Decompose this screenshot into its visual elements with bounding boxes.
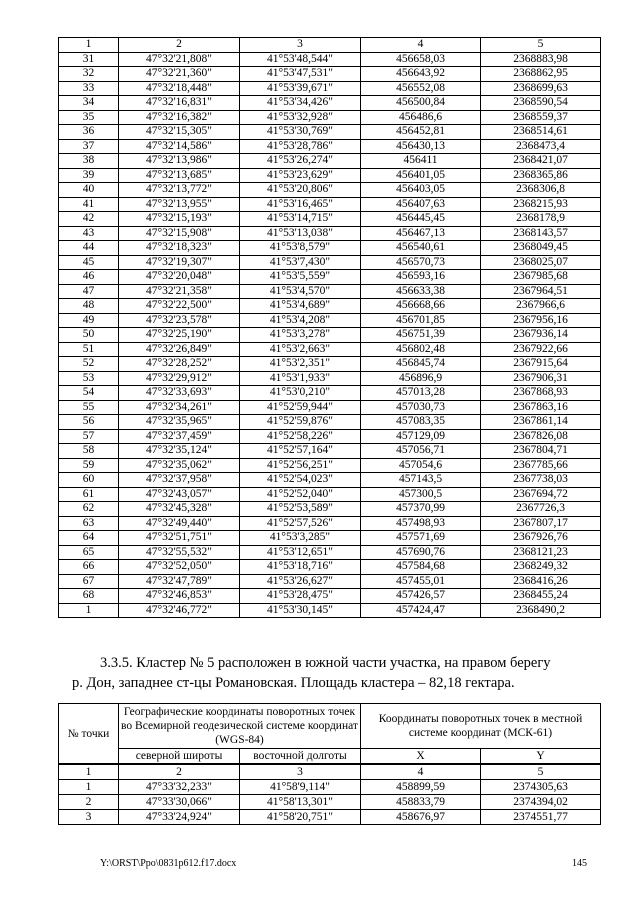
y-coordinate-cell: 2368699,63: [481, 81, 601, 96]
x-coordinate-cell: 456751,39: [361, 328, 481, 343]
latitude-cell: 47°32'18,448": [119, 81, 240, 96]
longitude-cell: 41°53'28,475": [240, 589, 361, 604]
header-geographic-coordinates: Географические координаты поворотных точек во Всемирной геодезической системе координат (WGS-84): [119, 704, 361, 749]
longitude-cell: 41°52'56,251": [240, 458, 361, 473]
x-coordinate-cell: 456570,73: [361, 255, 481, 270]
coordinates-table-cluster-5: [58, 703, 601, 825]
y-coordinate-cell: 2368215,93: [481, 197, 601, 212]
x-coordinate-cell: 457056,71: [361, 444, 481, 459]
table-row: [59, 589, 601, 604]
y-coordinate-cell: 2367807,17: [481, 516, 601, 531]
column-number: 1: [59, 764, 119, 780]
point-number-cell: 43: [59, 226, 119, 241]
table-row: [59, 270, 601, 285]
x-coordinate-cell: 456500,84: [361, 96, 481, 111]
latitude-cell: 47°32'21,808": [119, 52, 240, 67]
y-coordinate-cell: 2368178,9: [481, 212, 601, 227]
y-coordinate-cell: 2367868,93: [481, 386, 601, 401]
y-coordinate-cell: 2368121,23: [481, 545, 601, 560]
latitude-cell: 47°32'15,193": [119, 212, 240, 227]
x-coordinate-cell: 456540,61: [361, 241, 481, 256]
y-coordinate-cell: 2374305,63: [481, 780, 601, 795]
y-coordinate-cell: 2368025,07: [481, 255, 601, 270]
header-local-coordinates: Координаты поворотных точек в местной системе координат (МСК-61): [361, 704, 601, 749]
point-number-cell: 67: [59, 574, 119, 589]
y-coordinate-cell: 2368514,61: [481, 125, 601, 140]
longitude-cell: 41°53'30,769": [240, 125, 361, 140]
column-number: 2: [119, 764, 240, 780]
table-row: [59, 197, 601, 212]
x-coordinate-cell: 458899,59: [361, 780, 481, 795]
latitude-cell: 47°32'52,050": [119, 560, 240, 575]
latitude-cell: 47°32'25,190": [119, 328, 240, 343]
x-coordinate-cell: 456633,38: [361, 284, 481, 299]
y-coordinate-cell: 2367985,68: [481, 270, 601, 285]
table-row: [59, 502, 601, 517]
latitude-cell: 47°32'26,849": [119, 342, 240, 357]
column-number-row: [59, 764, 601, 780]
point-number-cell: 1: [59, 780, 119, 795]
longitude-cell: 41°53'20,806": [240, 183, 361, 198]
point-number-cell: 55: [59, 400, 119, 415]
latitude-cell: 47°32'34,261": [119, 400, 240, 415]
column-number: 4: [361, 764, 481, 780]
table-row: [59, 371, 601, 386]
x-coordinate-cell: 456486,6: [361, 110, 481, 125]
longitude-cell: 41°58'9,114": [240, 780, 361, 795]
y-coordinate-cell: 2367926,76: [481, 531, 601, 546]
point-number-cell: 60: [59, 473, 119, 488]
x-coordinate-cell: 457030,73: [361, 400, 481, 415]
table-row: [59, 110, 601, 125]
column-number: 5: [481, 764, 601, 780]
point-number-cell: 61: [59, 487, 119, 502]
x-coordinate-cell: 457426,57: [361, 589, 481, 604]
table-row: [59, 516, 601, 531]
point-number-cell: 66: [59, 560, 119, 575]
point-number-cell: 36: [59, 125, 119, 140]
y-coordinate-cell: 2368049,45: [481, 241, 601, 256]
x-coordinate-cell: 457013,28: [361, 386, 481, 401]
x-coordinate-cell: 456403,05: [361, 183, 481, 198]
y-coordinate-cell: 2368306,8: [481, 183, 601, 198]
latitude-cell: 47°32'16,831": [119, 96, 240, 111]
y-coordinate-cell: 2367826,08: [481, 429, 601, 444]
latitude-cell: 47°33'30,066": [119, 795, 240, 810]
y-coordinate-cell: 2367906,31: [481, 371, 601, 386]
longitude-cell: 41°58'13,301": [240, 795, 361, 810]
x-coordinate-cell: 457690,76: [361, 545, 481, 560]
latitude-cell: 47°32'49,440": [119, 516, 240, 531]
y-coordinate-cell: 2368559,37: [481, 110, 601, 125]
y-coordinate-cell: 2368249,32: [481, 560, 601, 575]
longitude-cell: 41°53'28,786": [240, 139, 361, 154]
table-row: [59, 313, 601, 328]
x-coordinate-cell: 456467,13: [361, 226, 481, 241]
latitude-cell: 47°32'46,772": [119, 603, 240, 618]
table-row: [59, 299, 601, 314]
table-row: [59, 154, 601, 169]
point-number-cell: 3: [59, 810, 119, 825]
latitude-cell: 47°32'33,693": [119, 386, 240, 401]
y-coordinate-cell: 2367785,66: [481, 458, 601, 473]
y-coordinate-cell: 2367861,14: [481, 415, 601, 430]
table-row: [59, 545, 601, 560]
table-row: [59, 560, 601, 575]
x-coordinate-cell: 456643,92: [361, 67, 481, 82]
y-coordinate-cell: 2367915,64: [481, 357, 601, 372]
table-row: [59, 241, 601, 256]
point-number-cell: 53: [59, 371, 119, 386]
longitude-cell: 41°53'0,210": [240, 386, 361, 401]
point-number-cell: 37: [59, 139, 119, 154]
latitude-cell: 47°33'32,233": [119, 780, 240, 795]
longitude-cell: 41°52'59,876": [240, 415, 361, 430]
column-number-row: [59, 38, 601, 53]
table-row: [59, 284, 601, 299]
point-number-cell: 50: [59, 328, 119, 343]
column-number: 4: [361, 38, 481, 53]
longitude-cell: 41°53'2,351": [240, 357, 361, 372]
longitude-cell: 41°53'4,689": [240, 299, 361, 314]
point-number-cell: 44: [59, 241, 119, 256]
point-number-cell: 34: [59, 96, 119, 111]
y-coordinate-cell: 2367863,16: [481, 400, 601, 415]
longitude-cell: 41°53'4,570": [240, 284, 361, 299]
header-point-number: № точки: [59, 704, 119, 765]
column-number: 5: [481, 38, 601, 53]
longitude-cell: 41°53'34,426": [240, 96, 361, 111]
longitude-cell: 41°53'3,285": [240, 531, 361, 546]
table-row: [59, 444, 601, 459]
point-number-cell: 41: [59, 197, 119, 212]
table-row: [59, 342, 601, 357]
table-row: [59, 429, 601, 444]
y-coordinate-cell: 2368365,86: [481, 168, 601, 183]
x-coordinate-cell: 457054,6: [361, 458, 481, 473]
latitude-cell: 47°32'16,382": [119, 110, 240, 125]
longitude-cell: 41°53'2,663": [240, 342, 361, 357]
y-coordinate-cell: 2368862,95: [481, 67, 601, 82]
table-row: [59, 400, 601, 415]
y-coordinate-cell: 2374551,77: [481, 810, 601, 825]
x-coordinate-cell: 457455,01: [361, 574, 481, 589]
y-coordinate-cell: 2374394,02: [481, 795, 601, 810]
y-coordinate-cell: 2367966,6: [481, 299, 601, 314]
point-number-cell: 48: [59, 299, 119, 314]
latitude-cell: 47°32'23,578": [119, 313, 240, 328]
latitude-cell: 47°32'15,305": [119, 125, 240, 140]
y-coordinate-cell: 2368490,2: [481, 603, 601, 618]
longitude-cell: 41°52'58,226": [240, 429, 361, 444]
table-row: [59, 574, 601, 589]
x-coordinate-cell: 457498,93: [361, 516, 481, 531]
latitude-cell: 47°32'21,360": [119, 67, 240, 82]
x-coordinate-cell: 457129,09: [361, 429, 481, 444]
table-row: [59, 795, 601, 810]
latitude-cell: 47°32'20,048": [119, 270, 240, 285]
cluster-5-description-line-2: р. Дон, западнее ст-цы Романовская. Площадь кластера – 82,18 гектара.: [72, 675, 515, 691]
point-number-cell: 45: [59, 255, 119, 270]
latitude-cell: 47°32'29,912": [119, 371, 240, 386]
latitude-cell: 47°32'13,955": [119, 197, 240, 212]
longitude-cell: 41°52'53,589": [240, 502, 361, 517]
y-coordinate-cell: 2368143,57: [481, 226, 601, 241]
table-row: [59, 212, 601, 227]
point-number-cell: 39: [59, 168, 119, 183]
table-row: [59, 603, 601, 618]
point-number-cell: 40: [59, 183, 119, 198]
header-row: [59, 704, 601, 749]
longitude-cell: 41°52'57,526": [240, 516, 361, 531]
latitude-cell: 47°32'55,532": [119, 545, 240, 560]
x-coordinate-cell: 456668,66: [361, 299, 481, 314]
table-row: [59, 473, 601, 488]
latitude-cell: 47°32'19,307": [119, 255, 240, 270]
x-coordinate-cell: 456701,85: [361, 313, 481, 328]
longitude-cell: 41°53'8,579": [240, 241, 361, 256]
point-number-cell: 65: [59, 545, 119, 560]
longitude-cell: 41°53'1,933": [240, 371, 361, 386]
longitude-cell: 41°53'47,531": [240, 67, 361, 82]
y-coordinate-cell: 2367964,51: [481, 284, 601, 299]
longitude-cell: 41°53'26,627": [240, 574, 361, 589]
x-coordinate-cell: 456445,45: [361, 212, 481, 227]
y-coordinate-cell: 2368590,54: [481, 96, 601, 111]
y-coordinate-cell: 2368455,24: [481, 589, 601, 604]
x-coordinate-cell: 457424,47: [361, 603, 481, 618]
x-coordinate-cell: 456430,13: [361, 139, 481, 154]
y-coordinate-cell: 2368416,26: [481, 574, 601, 589]
x-coordinate-cell: 456593,16: [361, 270, 481, 285]
longitude-cell: 41°53'12,651": [240, 545, 361, 560]
longitude-cell: 41°52'59,944": [240, 400, 361, 415]
table-row: [59, 96, 601, 111]
latitude-cell: 47°33'24,924": [119, 810, 240, 825]
table-row: [59, 328, 601, 343]
x-coordinate-cell: 457143,5: [361, 473, 481, 488]
latitude-cell: 47°32'43,057": [119, 487, 240, 502]
point-number-cell: 52: [59, 357, 119, 372]
table-row: [59, 139, 601, 154]
point-number-cell: 42: [59, 212, 119, 227]
point-number-cell: 56: [59, 415, 119, 430]
subheader-longitude: восточной долготы: [240, 749, 361, 765]
latitude-cell: 47°32'13,685": [119, 168, 240, 183]
latitude-cell: 47°32'35,062": [119, 458, 240, 473]
point-number-cell: 62: [59, 502, 119, 517]
point-number-cell: 33: [59, 81, 119, 96]
y-coordinate-cell: 2367738,03: [481, 473, 601, 488]
longitude-cell: 41°53'4,208": [240, 313, 361, 328]
latitude-cell: 47°32'45,328": [119, 502, 240, 517]
longitude-cell: 41°53'18,716": [240, 560, 361, 575]
table-row: [59, 81, 601, 96]
column-number: 1: [59, 38, 119, 53]
latitude-cell: 47°32'46,853": [119, 589, 240, 604]
x-coordinate-cell: 457083,35: [361, 415, 481, 430]
latitude-cell: 47°32'35,965": [119, 415, 240, 430]
latitude-cell: 47°32'18,323": [119, 241, 240, 256]
subheader-latitude: северной широты: [119, 749, 240, 765]
table-row: [59, 386, 601, 401]
column-number: 2: [119, 38, 240, 53]
point-number-cell: 2: [59, 795, 119, 810]
point-number-cell: 68: [59, 589, 119, 604]
x-coordinate-cell: 456896,9: [361, 371, 481, 386]
footer-page-number: 145: [572, 858, 587, 869]
table-row: [59, 810, 601, 825]
x-coordinate-cell: 456407,63: [361, 197, 481, 212]
longitude-cell: 41°53'13,038": [240, 226, 361, 241]
table-row: [59, 52, 601, 67]
subheader-y: Y: [481, 749, 601, 765]
x-coordinate-cell: 457370,99: [361, 502, 481, 517]
longitude-cell: 41°53'3,278": [240, 328, 361, 343]
table-row: [59, 458, 601, 473]
column-number: 3: [240, 764, 361, 780]
x-coordinate-cell: 456658,03: [361, 52, 481, 67]
longitude-cell: 41°52'52,040": [240, 487, 361, 502]
x-coordinate-cell: 458676,97: [361, 810, 481, 825]
y-coordinate-cell: 2367922,66: [481, 342, 601, 357]
point-number-cell: 51: [59, 342, 119, 357]
table-row: [59, 67, 601, 82]
table-row: [59, 415, 601, 430]
longitude-cell: 41°53'7,430": [240, 255, 361, 270]
table-row: [59, 125, 601, 140]
point-number-cell: 1: [59, 603, 119, 618]
longitude-cell: 41°53'39,671": [240, 81, 361, 96]
y-coordinate-cell: 2367694,72: [481, 487, 601, 502]
x-coordinate-cell: 456845,74: [361, 357, 481, 372]
x-coordinate-cell: 456452,81: [361, 125, 481, 140]
table-row: [59, 487, 601, 502]
longitude-cell: 41°52'57,164": [240, 444, 361, 459]
point-number-cell: 31: [59, 52, 119, 67]
longitude-cell: 41°53'14,715": [240, 212, 361, 227]
latitude-cell: 47°32'51,751": [119, 531, 240, 546]
y-coordinate-cell: 2368473,4: [481, 139, 601, 154]
y-coordinate-cell: 2368421,07: [481, 154, 601, 169]
latitude-cell: 47°32'37,459": [119, 429, 240, 444]
point-number-cell: 57: [59, 429, 119, 444]
point-number-cell: 38: [59, 154, 119, 169]
x-coordinate-cell: 456411: [361, 154, 481, 169]
table-row: [59, 780, 601, 795]
x-coordinate-cell: 456802,48: [361, 342, 481, 357]
coordinates-table-body: [59, 704, 601, 825]
latitude-cell: 47°32'15,908": [119, 226, 240, 241]
longitude-cell: 41°52'54,023": [240, 473, 361, 488]
y-coordinate-cell: 2367804,71: [481, 444, 601, 459]
point-number-cell: 58: [59, 444, 119, 459]
point-number-cell: 63: [59, 516, 119, 531]
table-row: [59, 226, 601, 241]
latitude-cell: 47°32'14,586": [119, 139, 240, 154]
point-number-cell: 46: [59, 270, 119, 285]
point-number-cell: 64: [59, 531, 119, 546]
longitude-cell: 41°53'48,544": [240, 52, 361, 67]
latitude-cell: 47°32'21,358": [119, 284, 240, 299]
point-number-cell: 35: [59, 110, 119, 125]
y-coordinate-cell: 2368883,98: [481, 52, 601, 67]
table-row: [59, 357, 601, 372]
footer-file-path: Y:\ORST\Ppo\0831p612.f17.docx: [100, 858, 237, 869]
latitude-cell: 47°32'35,124": [119, 444, 240, 459]
cluster-5-description-line-1: 3.3.5. Кластер № 5 расположен в южной части участка, на правом берегу: [100, 655, 551, 671]
point-number-cell: 59: [59, 458, 119, 473]
table-row: [59, 255, 601, 270]
x-coordinate-cell: 457300,5: [361, 487, 481, 502]
x-coordinate-cell: 458833,79: [361, 795, 481, 810]
x-coordinate-cell: 457571,69: [361, 531, 481, 546]
coordinates-table-cluster-4: [58, 37, 601, 618]
point-number-cell: 32: [59, 67, 119, 82]
latitude-cell: 47°32'28,252": [119, 357, 240, 372]
longitude-cell: 41°53'32,928": [240, 110, 361, 125]
longitude-cell: 41°53'16,465": [240, 197, 361, 212]
column-number: 3: [240, 38, 361, 53]
coordinates-table-body: [59, 38, 601, 618]
latitude-cell: 47°32'22,500": [119, 299, 240, 314]
subheader-x: X: [361, 749, 481, 765]
table-row: [59, 531, 601, 546]
latitude-cell: 47°32'13,986": [119, 154, 240, 169]
longitude-cell: 41°53'23,629": [240, 168, 361, 183]
longitude-cell: 41°53'26,274": [240, 154, 361, 169]
latitude-cell: 47°32'13,772": [119, 183, 240, 198]
point-number-cell: 54: [59, 386, 119, 401]
latitude-cell: 47°32'37,958": [119, 473, 240, 488]
x-coordinate-cell: 457584,68: [361, 560, 481, 575]
y-coordinate-cell: 2367936,14: [481, 328, 601, 343]
y-coordinate-cell: 2367726,3: [481, 502, 601, 517]
table-row: [59, 183, 601, 198]
subheader-row: [59, 749, 601, 765]
x-coordinate-cell: 456401,05: [361, 168, 481, 183]
point-number-cell: 47: [59, 284, 119, 299]
latitude-cell: 47°32'47,789": [119, 574, 240, 589]
longitude-cell: 41°53'30,145": [240, 603, 361, 618]
longitude-cell: 41°58'20,751": [240, 810, 361, 825]
table-row: [59, 168, 601, 183]
y-coordinate-cell: 2367956,16: [481, 313, 601, 328]
point-number-cell: 49: [59, 313, 119, 328]
longitude-cell: 41°53'5,559": [240, 270, 361, 285]
x-coordinate-cell: 456552,08: [361, 81, 481, 96]
